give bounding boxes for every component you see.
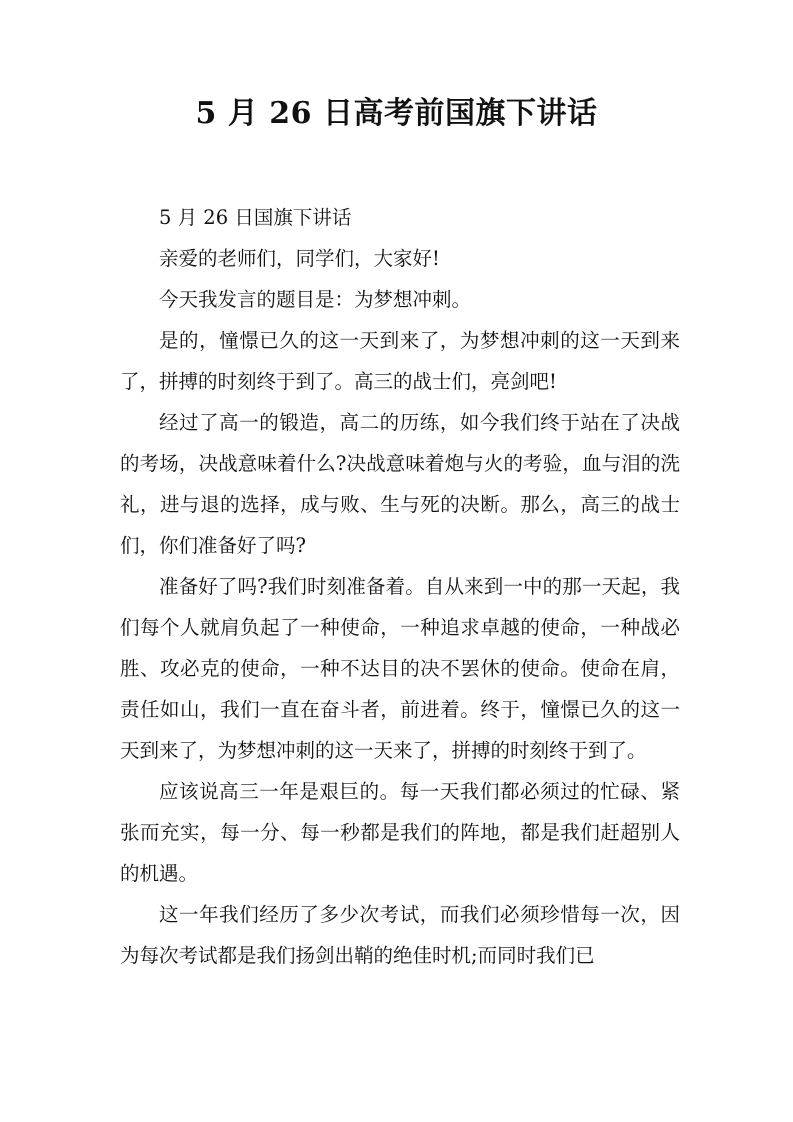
paragraph-heading: 5 月 26 日国旗下讲话	[159, 206, 352, 229]
paragraph-exams: 这一年我们经历了多少次考试，而我们必须珍惜每一次，因为每次考试都是我们扬剑出鞘的绝佳时机;而同时我们已	[120, 903, 680, 967]
paragraph-topic: 今天我发言的题目是：为梦想冲刺。	[159, 288, 472, 311]
document-body	[120, 197, 680, 976]
paragraph-mission: 准备好了吗?我们时刻准备着。自从来到一中的那一天起，我们每个人就肩负起了一种使命，一种追求卓越的使命，一种战必胜、攻必克的使命，一种不达目的决不罢休的使命。使命在肩，责任如山，我们一直在奋斗者，前进着。终于，憧憬已久的这一天到来了，为梦想冲刺的这一天来了，拼搏的时刻终于到了。	[120, 575, 680, 762]
paragraph-decisive-battle: 经过了高一的锻造，高二的历练，如今我们终于站在了决战的考场，决战意味着什么?决战意味着炮与火的考验，血与泪的洗礼，进与退的选择，成与败、生与死的决断。那么，高三的战士们，你们准备好了吗?	[120, 411, 680, 557]
paragraph-greeting: 亲爱的老师们，同学们，大家好!	[159, 247, 440, 270]
paragraph-intro: 是的，憧憬已久的这一天到来了，为梦想冲刺的这一天到来了，拼搏的时刻终于到了。高三的战士们，亮剑吧!	[120, 329, 680, 393]
document-title: 5 月 26 日高考前国旗下讲话	[195, 96, 598, 131]
paragraph-senior-year: 应该说高三一年是艰巨的。每一天我们都必须过的忙碌、紧张而充实，每一分、每一秒都是我们的阵地，都是我们赶超别人的机遇。	[120, 780, 680, 885]
